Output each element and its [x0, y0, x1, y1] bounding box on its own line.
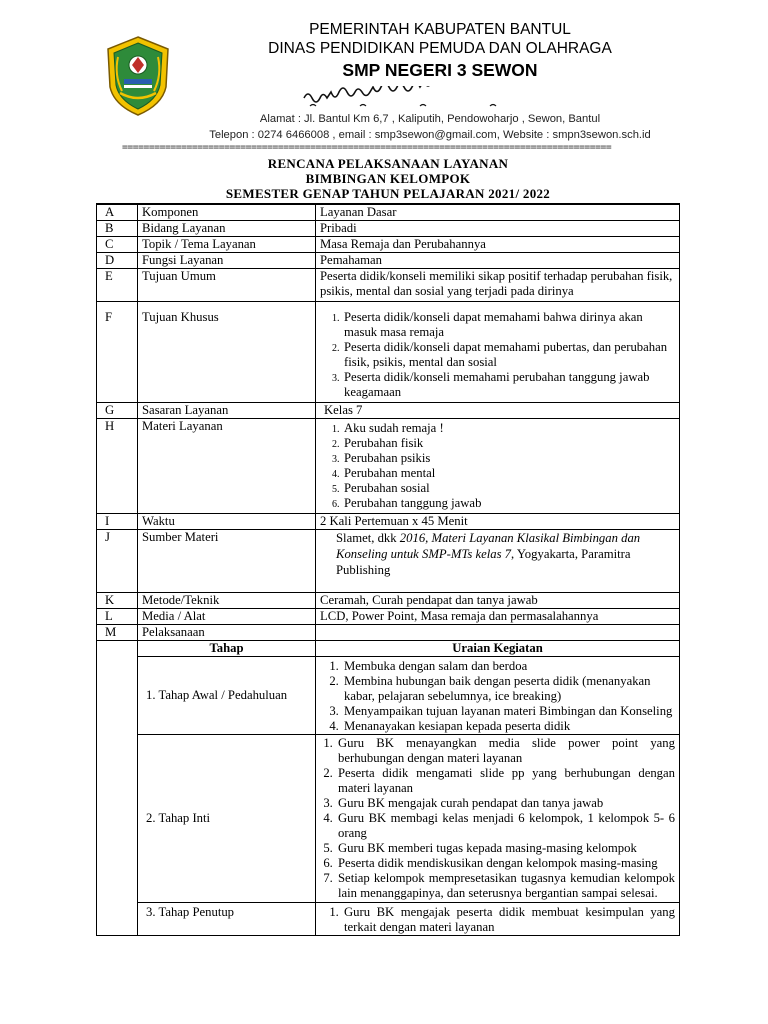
- list-item: 4. Perubahan mental: [342, 466, 675, 481]
- row-label: Pelaksanaan: [138, 625, 316, 641]
- letterhead-department: DINAS PENDIDIKAN PEMUDA DAN OLAHRAGA: [268, 40, 612, 57]
- list-item: 2. Peserta didik/konseli dapat memahami pubertas, dan perubahan fisik, psikis, mental dan sosial: [342, 340, 675, 370]
- stage-activities: [316, 735, 680, 903]
- material-list: [320, 421, 675, 511]
- row-label: Metode/Teknik: [138, 593, 316, 609]
- list-item: 6. Perubahan tanggung jawab: [342, 496, 675, 511]
- row-label: Sasaran Layanan: [138, 403, 316, 419]
- source-title: 2016, Materi Layanan Klasikal Bimbingan dan Konseling untuk SMP-MTs kelas 7: [336, 531, 641, 561]
- list-item: 5. Perubahan sosial: [342, 481, 675, 496]
- row-letter: B: [97, 221, 138, 237]
- stage-name: 3. Tahap Penutup: [138, 903, 316, 936]
- empty-cell: [97, 735, 138, 903]
- row-letter: G: [97, 403, 138, 419]
- specific-objectives-list: [320, 310, 675, 400]
- row-value: Peserta didik/konseli memiliki sikap positif terhadap perubahan fisik, psikis, mental dan sosial yang terjadi pada dirinya: [316, 269, 680, 302]
- row-label: Fungsi Layanan: [138, 253, 316, 269]
- source-publisher: , Yogyakarta, Paramitra Publishing: [336, 547, 631, 577]
- row-label: Tujuan Umum: [138, 269, 316, 302]
- stage-activities: [316, 657, 680, 735]
- stage-activities-list: [320, 905, 675, 935]
- letterhead: [200, 20, 680, 82]
- row-label: Bidang Layanan: [138, 221, 316, 237]
- list-item: 2. Perubahan fisik: [342, 436, 675, 451]
- row-value: Pemahaman: [316, 253, 680, 269]
- row-label: Waktu: [138, 514, 316, 530]
- list-item: 7. Setiap kelompok mempresetasikan tugasnya kemudian kelompok lain menanggapinya, dan seterusnya bergantian sampai selesai.: [336, 871, 675, 901]
- row-value: Masa Remaja dan Perubahannya: [316, 237, 680, 253]
- letterhead-address-block: [150, 111, 710, 143]
- list-item: 3. Menyampaikan tujuan layanan materi Bimbingan dan Konseling: [342, 704, 675, 719]
- list-item: 1. Aku sudah remaja !: [342, 421, 675, 436]
- row-value: LCD, Power Point, Masa remaja dan permasalahannya: [316, 609, 680, 625]
- stage-activities: [316, 903, 680, 936]
- table-row: [97, 302, 680, 403]
- row-letter: M: [97, 625, 138, 641]
- row-label: Materi Layanan: [138, 419, 316, 514]
- letterhead-school: SMP NEGERI 3 SEWON: [342, 60, 538, 80]
- list-item: 1. Guru BK menayangkan media slide power point yang berhubungan dengan materi layanan: [336, 736, 675, 766]
- rpl-table: [96, 203, 680, 936]
- table-row: [97, 514, 680, 530]
- row-value: [316, 530, 680, 593]
- table-row: [97, 253, 680, 269]
- document-titles: [96, 156, 680, 201]
- title-semester: SEMESTER GENAP TAHUN PELAJARAN 2021/ 2022: [225, 186, 551, 201]
- row-label: Topik / Tema Layanan: [138, 237, 316, 253]
- table-row: [97, 625, 680, 641]
- row-label: Komponen: [138, 204, 316, 221]
- row-value: [316, 625, 680, 641]
- table-row: [97, 609, 680, 625]
- table-row: [97, 403, 680, 419]
- row-label: Sumber Materi: [138, 530, 316, 593]
- header-stage: Tahap: [138, 641, 316, 657]
- list-item: 5. Guru BK memberi tugas kepada masing-masing kelompok: [336, 841, 675, 856]
- stage-activities-list: [320, 736, 675, 901]
- title-service-type: BIMBINGAN KELOMPOK: [305, 171, 471, 186]
- letterhead-contact: Telepon : 0274 6466008 , email : smp3sewon@gmail.com, Website : smpn3sewon.sch.id: [209, 129, 651, 141]
- table-row: [97, 735, 680, 903]
- javanese-script-line: [300, 86, 560, 108]
- row-letter: F: [97, 302, 138, 403]
- header-description: Uraian Kegiatan: [316, 641, 680, 657]
- letterhead-government: PEMERINTAH KABUPATEN BANTUL: [309, 21, 571, 38]
- stage-name: 2. Tahap Inti: [138, 735, 316, 903]
- row-value: Kelas 7: [316, 403, 680, 419]
- row-letter: I: [97, 514, 138, 530]
- table-row: [97, 204, 680, 221]
- empty-cell: [97, 641, 138, 657]
- letterhead-address: Alamat : Jl. Bantul Km 6,7 , Kaliputih, Pendowoharjo , Sewon, Bantul: [259, 113, 601, 125]
- row-value: Pribadi: [316, 221, 680, 237]
- list-item: 2. Membina hubungan baik dengan peserta didik (menanyakan kabar, pelajaran sebelumnya, ice breaking): [342, 674, 675, 704]
- list-item: 3. Peserta didik/konseli memahami perubahan tanggung jawab keagamaan: [342, 370, 675, 400]
- bantul-regency-seal-icon: [102, 35, 174, 117]
- list-item: 6. Peserta didik mendiskusikan dengan kelompok masing-masing: [336, 856, 675, 871]
- list-item: 1. Guru BK mengajak peserta didik membuat kesimpulan yang terkait dengan materi layanan: [342, 905, 675, 935]
- letterhead-separator: ===========================================================================================: [122, 143, 612, 153]
- row-value: Layanan Dasar: [316, 204, 680, 221]
- list-item: 4. Menanayakan kesiapan kepada peserta didik: [342, 719, 675, 734]
- table-row: [97, 269, 680, 302]
- list-item: 3. Guru BK mengajak curah pendapat dan tanya jawab: [336, 796, 675, 811]
- list-item: 4. Guru BK membagi kelas menjadi 6 kelompok, 1 kelompok 5- 6 orang: [336, 811, 675, 841]
- row-letter: H: [97, 419, 138, 514]
- stage-activities-list: [320, 659, 675, 734]
- row-letter: C: [97, 237, 138, 253]
- title-rpl: RENCANA PELAKSANAAN LAYANAN: [267, 156, 509, 171]
- row-value: Ceramah, Curah pendapat dan tanya jawab: [316, 593, 680, 609]
- row-letter: E: [97, 269, 138, 302]
- list-item: 3. Perubahan psikis: [342, 451, 675, 466]
- list-item: 1. Peserta didik/konseli dapat memahami bahwa dirinya akan masuk masa remaja: [342, 310, 675, 340]
- table-row: [97, 221, 680, 237]
- table-row: [97, 237, 680, 253]
- stage-name: 1. Tahap Awal / Pedahuluan: [138, 657, 316, 735]
- row-letter: L: [97, 609, 138, 625]
- table-row: [97, 419, 680, 514]
- source-author: Slamet, dkk: [336, 531, 400, 545]
- list-item: 2. Peserta didik mengamati slide pp yang berhubungan dengan materi layanan: [336, 766, 675, 796]
- empty-cell: [97, 657, 138, 735]
- table-row: [97, 530, 680, 593]
- row-value-list: [316, 419, 680, 514]
- row-label: Tujuan Khusus: [138, 302, 316, 403]
- row-value-list: [316, 302, 680, 403]
- table-row: [97, 657, 680, 735]
- row-value: 2 Kali Pertemuan x 45 Menit: [316, 514, 680, 530]
- table-row: [97, 593, 680, 609]
- row-letter: K: [97, 593, 138, 609]
- row-letter: A: [97, 204, 138, 221]
- row-letter: D: [97, 253, 138, 269]
- row-letter: J: [97, 530, 138, 593]
- row-label: Media / Alat: [138, 609, 316, 625]
- empty-cell: [97, 903, 138, 936]
- list-item: 1. Membuka dengan salam dan berdoa: [342, 659, 675, 674]
- table-row: [97, 903, 680, 936]
- table-row: [97, 641, 680, 657]
